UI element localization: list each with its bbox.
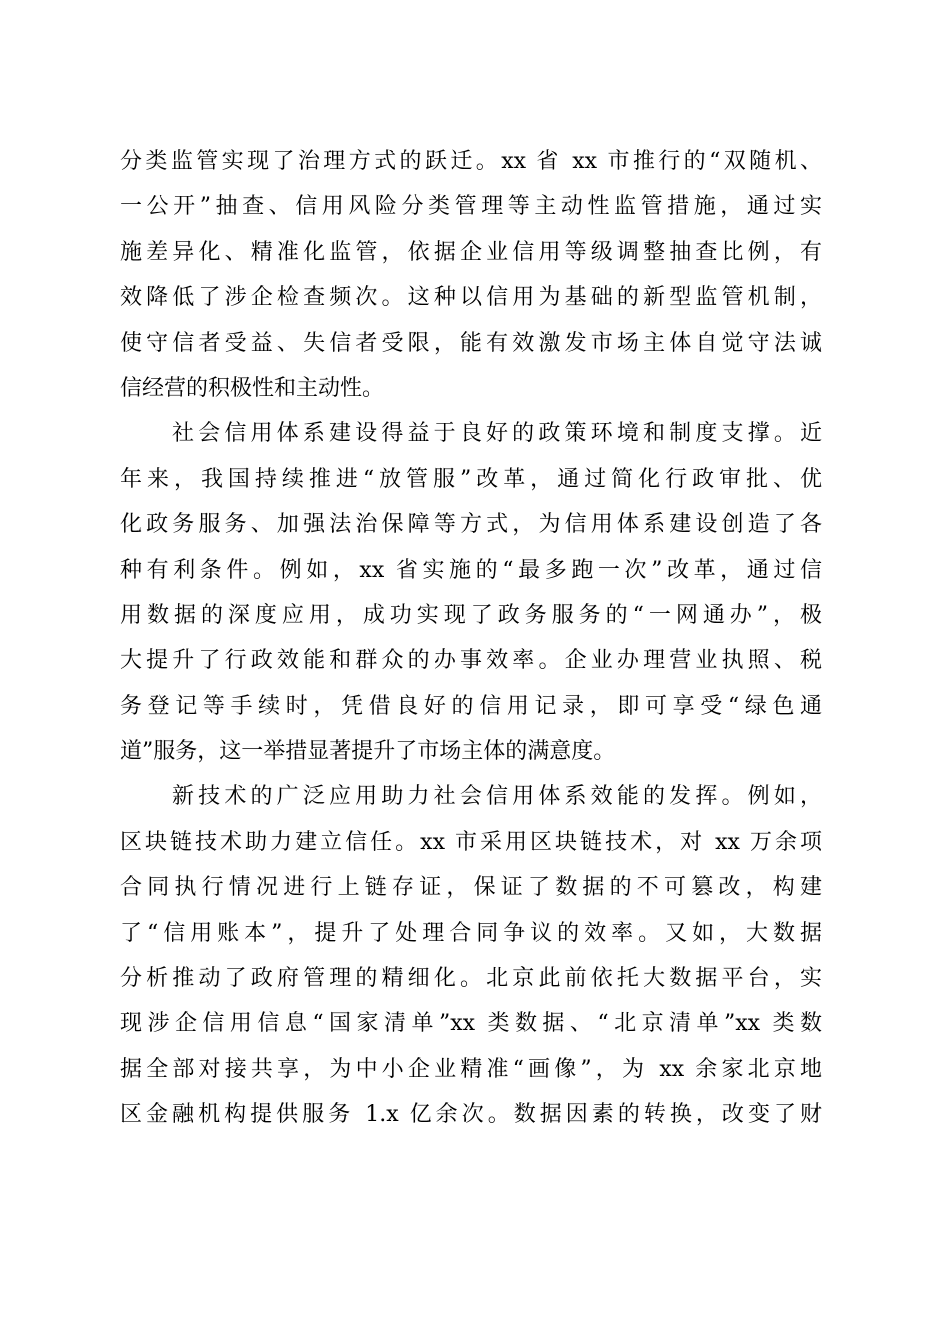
text-line: 道”服务，这一举措显著提升了市场主体的满意度。 bbox=[120, 739, 616, 765]
text-line: 年来，我国持续推进“放管服”改革，通过简化行政审批、优 bbox=[120, 466, 822, 492]
text-line: 种有利条件。例如，xx 省实施的“最多跑一次”改革，通过信 bbox=[120, 557, 822, 583]
text-line: 化政务服务、加强法治保障等方式，为信用体系建设创造了各 bbox=[120, 512, 822, 538]
paragraph bbox=[120, 411, 822, 774]
text-line: 信经营的积极性和主动性。 bbox=[120, 375, 385, 401]
text-line: 据全部对接共享，为中小企业精准“画像”，为 xx 余家北京地 bbox=[120, 1056, 822, 1082]
text-line: 使守信者受益、失信者受限，能有效激发市场主体自觉守法诚 bbox=[120, 330, 822, 356]
text-line: 合同执行情况进行上链存证，保证了数据的不可篡改，构建 bbox=[120, 875, 822, 901]
text-line: 用数据的深度应用，成功实现了政务服务的“一网通办”，极 bbox=[120, 602, 822, 628]
text-line: 现涉企信用信息“国家清单”xx 类数据、“北京清单”xx 类数 bbox=[120, 1011, 822, 1037]
paragraph bbox=[120, 139, 822, 411]
text-line: 区块链技术助力建立信任。xx 市采用区块链技术，对 xx 万余项 bbox=[120, 829, 822, 855]
text-line: 效降低了涉企检查频次。这种以信用为基础的新型监管机制， bbox=[120, 285, 822, 311]
text-line: 分类监管实现了治理方式的跃迁。xx 省 xx 市推行的“双随机、 bbox=[120, 149, 822, 174]
text-line: 社会信用体系建设得益于良好的政策环境和制度支撑。近 bbox=[172, 421, 822, 447]
text-line: 大提升了行政效能和群众的办事效率。企业办理营业执照、税 bbox=[120, 648, 822, 674]
text-line: 新技术的广泛应用助力社会信用体系效能的发挥。例如， bbox=[172, 784, 822, 810]
text-line: 了“信用账本”，提升了处理合同争议的效率。又如，大数据 bbox=[120, 920, 822, 946]
text-line: 区金融机构提供服务 1.x 亿余次。数据因素的转换，改变了财 bbox=[120, 1102, 822, 1128]
document-body bbox=[120, 139, 822, 1138]
paragraph bbox=[120, 774, 822, 1137]
text-line: 务登记等手续时，凭借良好的信用记录，即可享受“绿色通 bbox=[120, 693, 822, 719]
text-line: 施差异化、精准化监管，依据企业信用等级调整抽查比例，有 bbox=[120, 239, 822, 265]
text-line: 分析推动了政府管理的精细化。北京此前依托大数据平台，实 bbox=[120, 966, 822, 992]
text-line: 一公开”抽查、信用风险分类管理等主动性监管措施，通过实 bbox=[120, 194, 822, 220]
